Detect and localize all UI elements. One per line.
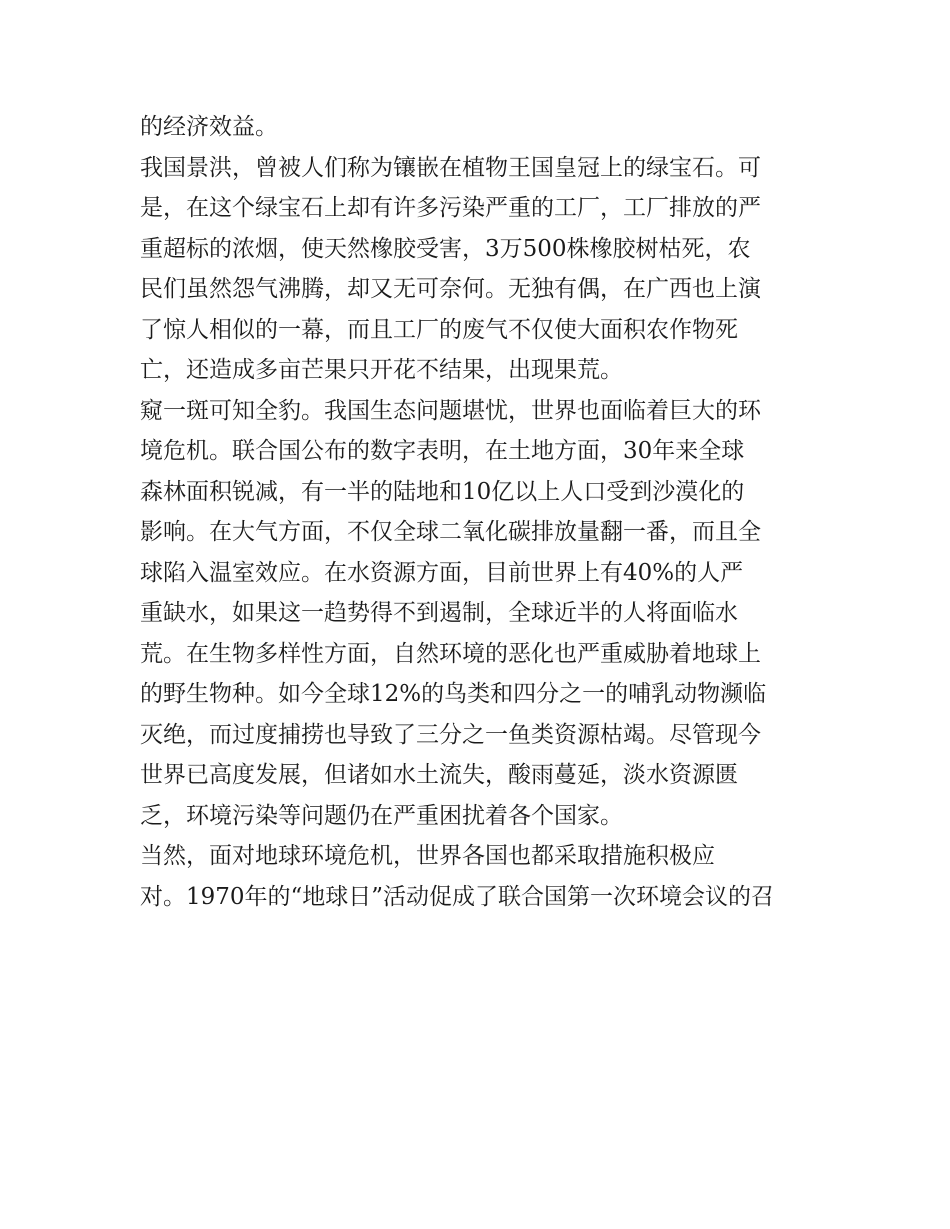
text-line: 了惊人相似的一幕，而且工厂的废气不仅使大面积农作物死 xyxy=(140,316,738,343)
text-line: 重缺水，如果这一趋势得不到遏制，全球近半的人将面临水 xyxy=(140,600,738,626)
text-line: 影响。在大气方面，不仅全球二氧化碳排放量翻一番，而且全 xyxy=(140,519,761,545)
text-line: 窥一斑可知全豹。我国生态问题堪忧，世界也面临着巨大的环 xyxy=(140,397,761,424)
body-text xyxy=(140,107,830,917)
text-line: 森林面积锐减，有一半的陆地和10亿以上人口受到沙漠化的 xyxy=(140,478,745,505)
text-line: 重超标的浓烟，使天然橡胶受害，3万500株橡胶树枯死，农 xyxy=(140,235,751,262)
text-line: 世界已高度发展，但诸如水土流失，酸雨蔓延，淡水资源匮 xyxy=(140,762,738,788)
text-line: 的野生物种。如今全球12%的鸟类和四分之一的哺乳动物濒临 xyxy=(140,681,767,707)
text-line: 民们虽然怨气沸腾，却又无可奈何。无独有偶，在广西也上演 xyxy=(140,276,761,302)
text-line: 乏，环境污染等问题仍在严重困扰着各个国家。 xyxy=(140,802,623,829)
text-line: 境危机。联合国公布的数字表明，在土地方面，30年来全球 xyxy=(140,438,745,464)
text-line: 灭绝，而过度捕捞也导致了三分之一鱼类资源枯竭。尽管现今 xyxy=(140,721,761,748)
text-line: 的经济效益。 xyxy=(140,114,278,140)
text-line: 对。1970年的“地球日”活动促成了联合国第一次环境会议的召 xyxy=(140,883,775,910)
text-line: 球陷入温室效应。在水资源方面，目前世界上有40%的人严 xyxy=(140,559,744,586)
text-line: 当然，面对地球环境危机，世界各国也都采取措施积极应 xyxy=(140,843,715,869)
text-line: 我国景洪，曾被人们称为镶嵌在植物王国皇冠上的绿宝石。可 xyxy=(140,154,761,181)
text-line: 亡，还造成多亩芒果只开花不结果，出现果荒。 xyxy=(140,357,623,383)
text-line: 荒。在生物多样性方面，自然环境的恶化也严重威胁着地球上 xyxy=(140,640,761,667)
text-line: 是，在这个绿宝石上却有许多污染严重的工厂，工厂排放的严 xyxy=(140,195,761,221)
